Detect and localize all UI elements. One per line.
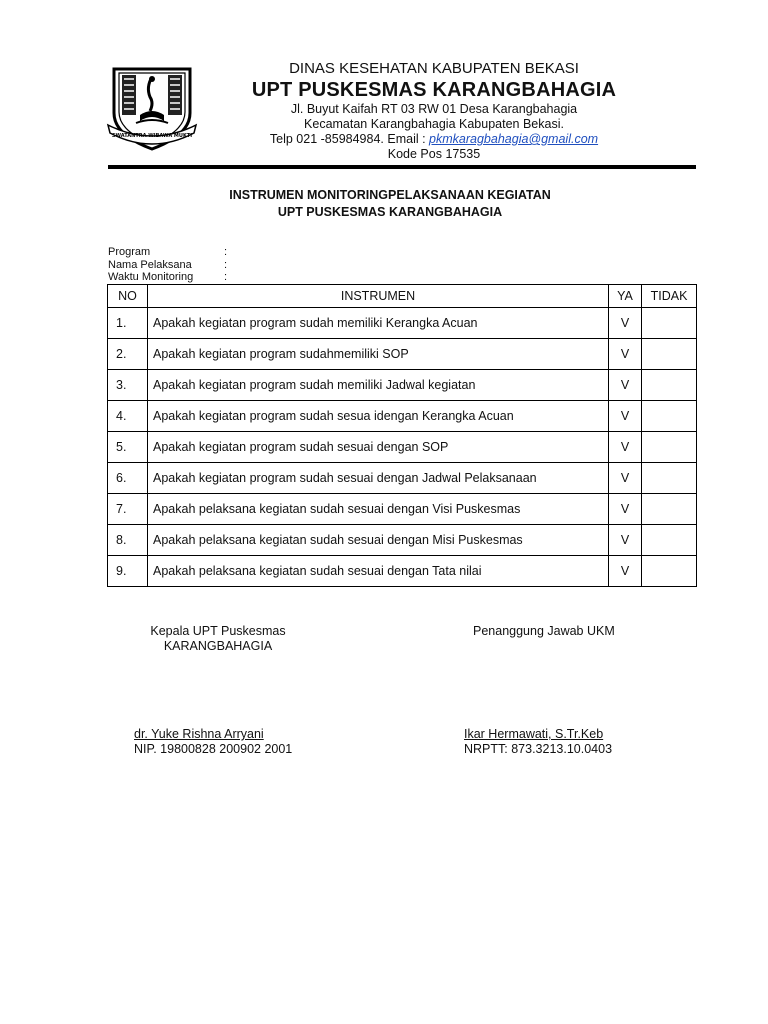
svg-text:SWATANTRA WIBAWA MUKTI: SWATANTRA WIBAWA MUKTI — [111, 133, 193, 139]
signature-left-id: NIP. 19800828 200902 2001 — [134, 742, 293, 756]
field-separator: : — [224, 246, 228, 258]
phone-text: Telp 021 -85984984. Email : — [269, 132, 430, 146]
header-no: NO — [108, 285, 148, 308]
row-number: 7. — [108, 494, 148, 525]
row-tidak-check — [642, 494, 697, 525]
address-line-2: Kecamatan Karangbahagia Kabupaten Bekasi. — [304, 117, 564, 131]
row-tidak-check — [642, 525, 697, 556]
field-label: Program — [108, 246, 151, 258]
row-tidak-check — [642, 556, 697, 587]
field-separator: : — [224, 271, 228, 283]
field-program — [108, 246, 227, 259]
row-instrument-text: Apakah pelaksana kegiatan sudah sesuai dengan Tata nilai — [148, 556, 609, 587]
row-instrument-text: Apakah kegiatan program sudah sesuai dengan Jadwal Pelaksanaan — [148, 463, 609, 494]
row-instrument-text: Apakah kegiatan program sudah sesua idengan Kerangka Acuan — [148, 401, 609, 432]
address-line-1: Jl. Buyut Kaifah RT 03 RW 01 Desa Karangbahagia — [290, 102, 578, 116]
field-label: Waktu Monitoring — [108, 271, 194, 283]
field-label: Nama Pelaksana — [108, 258, 192, 271]
info-fields — [108, 246, 227, 284]
signature-right-role: Penanggung Jawab UKM — [473, 624, 615, 638]
row-instrument-text: Apakah kegiatan program sudah memiliki Jadwal kegiatan — [148, 370, 609, 401]
row-number: 4. — [108, 401, 148, 432]
signature-left-block — [134, 727, 292, 757]
bekasi-regency-emblem-icon — [106, 63, 198, 153]
letterhead-divider — [108, 165, 696, 169]
row-ya-check: V — [609, 525, 642, 556]
row-ya-check: V — [609, 463, 642, 494]
contact-line — [200, 132, 668, 147]
postcode: Kode Pos 17535 — [387, 147, 481, 161]
signature-left-role-line-2: KARANGBAHAGIA — [163, 639, 273, 653]
row-number: 8. — [108, 525, 148, 556]
row-ya-check: V — [609, 370, 642, 401]
document-title — [108, 187, 672, 221]
row-ya-check: V — [609, 432, 642, 463]
row-number: 1. — [108, 308, 148, 339]
table-header-row — [108, 285, 697, 308]
row-tidak-check — [642, 401, 697, 432]
signature-right-id: NRPTT: 873.3213.10.0403 — [464, 742, 613, 756]
header-instrumen: INSTRUMEN — [148, 285, 609, 308]
table-row — [108, 556, 697, 587]
row-instrument-text: Apakah pelaksana kegiatan sudah sesuai dengan Misi Puskesmas — [148, 525, 609, 556]
signature-left-name: dr. Yuke Rishna Arryani — [134, 727, 264, 741]
title-line-2: UPT PUSKESMAS KARANGBAHAGIA — [277, 205, 503, 219]
row-tidak-check — [642, 308, 697, 339]
table-row — [108, 339, 697, 370]
row-tidak-check — [642, 432, 697, 463]
letterhead — [200, 60, 668, 162]
signature-right-name: Ikar Hermawati, S.Tr.Keb — [464, 727, 604, 741]
row-number: 5. — [108, 432, 148, 463]
signature-right-block — [464, 727, 612, 757]
instrument-table — [107, 284, 697, 587]
signature-left-role-line-1: Kepala UPT Puskesmas — [150, 624, 286, 638]
table-row — [108, 401, 697, 432]
table-row — [108, 370, 697, 401]
row-instrument-text: Apakah pelaksana kegiatan sudah sesuai dengan Visi Puskesmas — [148, 494, 609, 525]
table-row — [108, 432, 697, 463]
row-ya-check: V — [609, 494, 642, 525]
title-line-1: INSTRUMEN MONITORINGPELAKSANAAN KEGIATAN — [229, 188, 551, 202]
table-row — [108, 525, 697, 556]
row-tidak-check — [642, 370, 697, 401]
row-number: 9. — [108, 556, 148, 587]
table-row — [108, 308, 697, 339]
field-nama-pelaksana — [108, 259, 227, 272]
row-tidak-check — [642, 339, 697, 370]
row-tidak-check — [642, 463, 697, 494]
row-instrument-text: Apakah kegiatan program sudahmemiliki SOP — [148, 339, 609, 370]
row-instrument-text: Apakah kegiatan program sudah memiliki Kerangka Acuan — [148, 308, 609, 339]
header-tidak: TIDAK — [642, 285, 697, 308]
signature-left-role — [108, 624, 328, 654]
row-number: 3. — [108, 370, 148, 401]
row-ya-check: V — [609, 556, 642, 587]
row-number: 2. — [108, 339, 148, 370]
row-number: 6. — [108, 463, 148, 494]
email-link[interactable]: pkmkaragbahagia@gmail.com — [429, 132, 599, 146]
row-instrument-text: Apakah kegiatan program sudah sesuai dengan SOP — [148, 432, 609, 463]
table-row — [108, 494, 697, 525]
field-waktu-monitoring — [108, 271, 227, 284]
agency-name: DINAS KESEHATAN KABUPATEN BEKASI — [289, 60, 579, 77]
header-ya: YA — [609, 285, 642, 308]
table-row — [108, 463, 697, 494]
institution-name: UPT PUSKESMAS KARANGBAHAGIA — [251, 79, 617, 101]
row-ya-check: V — [609, 401, 642, 432]
field-separator: : — [224, 258, 228, 271]
row-ya-check: V — [609, 308, 642, 339]
row-ya-check: V — [609, 339, 642, 370]
